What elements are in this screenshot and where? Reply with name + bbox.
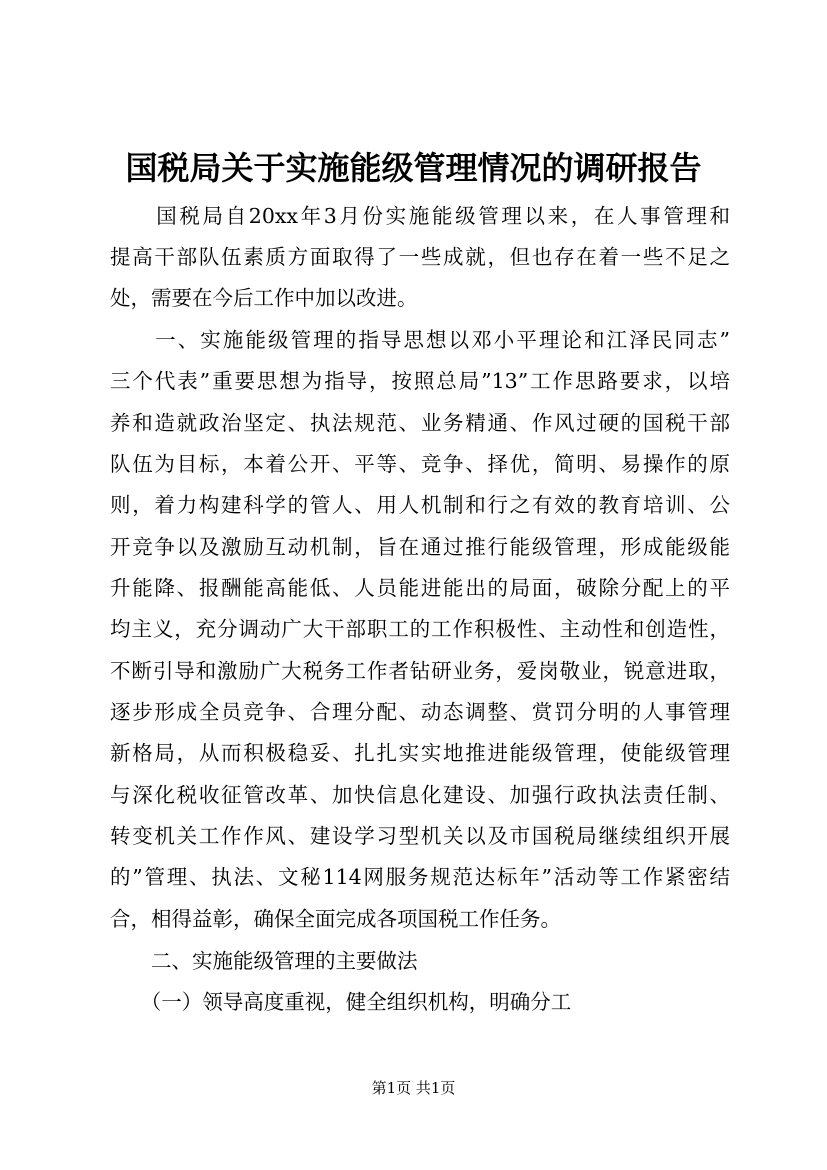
body-text-line: 二、实施能级管理的主要做法 <box>110 949 418 973</box>
body-text-line: 合，相得益彰，确保全面完成各项国税工作任务。 <box>110 907 561 931</box>
body-text-line: 均主义，充分调动广大干部职工的工作积极性、主动性和创造性， <box>110 617 730 641</box>
body-text-line: 队伍为目标，本着公开、平等、竞争、择优，简明、易操作的原 <box>110 452 730 476</box>
body-text-line: 一、实施能级管理的指导思想以邓小平理论和江泽民同志” <box>110 328 730 352</box>
body-text-line: 开竞争以及激励互动机制，旨在通过推行能级管理，形成能级能 <box>110 535 730 559</box>
body-text-line: 转变机关工作作风、建设学习型机关以及市国税局继续组织开展 <box>110 824 730 848</box>
body-text-line: 不断引导和激励广大税务工作者钻研业务，爱岗敬业，锐意进取， <box>110 659 730 683</box>
body-text-line: 新格局，从而积极稳妥、扎扎实实地推进能级管理，使能级管理 <box>110 741 730 765</box>
document-title: 国税局关于实施能级管理情况的调研报告 <box>125 149 702 187</box>
body-text-line: 则，着力构建科学的管人、用人机制和行之有效的教育培训、公 <box>110 493 730 517</box>
body-text-line: 与深化税收征管改革、加快信息化建设、加强行政执法责任制、 <box>110 783 730 807</box>
body-text-line: 的”管理、执法、文秘114网服务规范达标年”活动等工作紧密结 <box>110 865 730 889</box>
page-footer: 第1页 共1页 <box>371 1079 456 1097</box>
body-text-line: 三个代表”重要思想为指导，按照总局”13”工作思路要求，以培 <box>110 369 730 393</box>
body-text-line: 升能降、报酬能高能低、人员能进能出的局面，破除分配上的平 <box>110 576 730 600</box>
body-text-line: 提高干部队伍素质方面取得了一些成就，但也存在着一些不足之 <box>110 245 730 269</box>
body-text-line: 处，需要在今后工作中加以改进。 <box>110 286 418 310</box>
body-text-line: 养和造就政治坚定、执法规范、业务精通、作风过硬的国税干部 <box>110 411 730 435</box>
body-text-line: （一）领导高度重视，健全组织机构，明确分工 <box>110 990 572 1014</box>
body-text-line: 国税局自20xx年3月份实施能级管理以来，在人事管理和 <box>110 204 730 228</box>
body-text-line: 逐步形成全员竞争、合理分配、动态调整、赏罚分明的人事管理 <box>110 700 730 724</box>
